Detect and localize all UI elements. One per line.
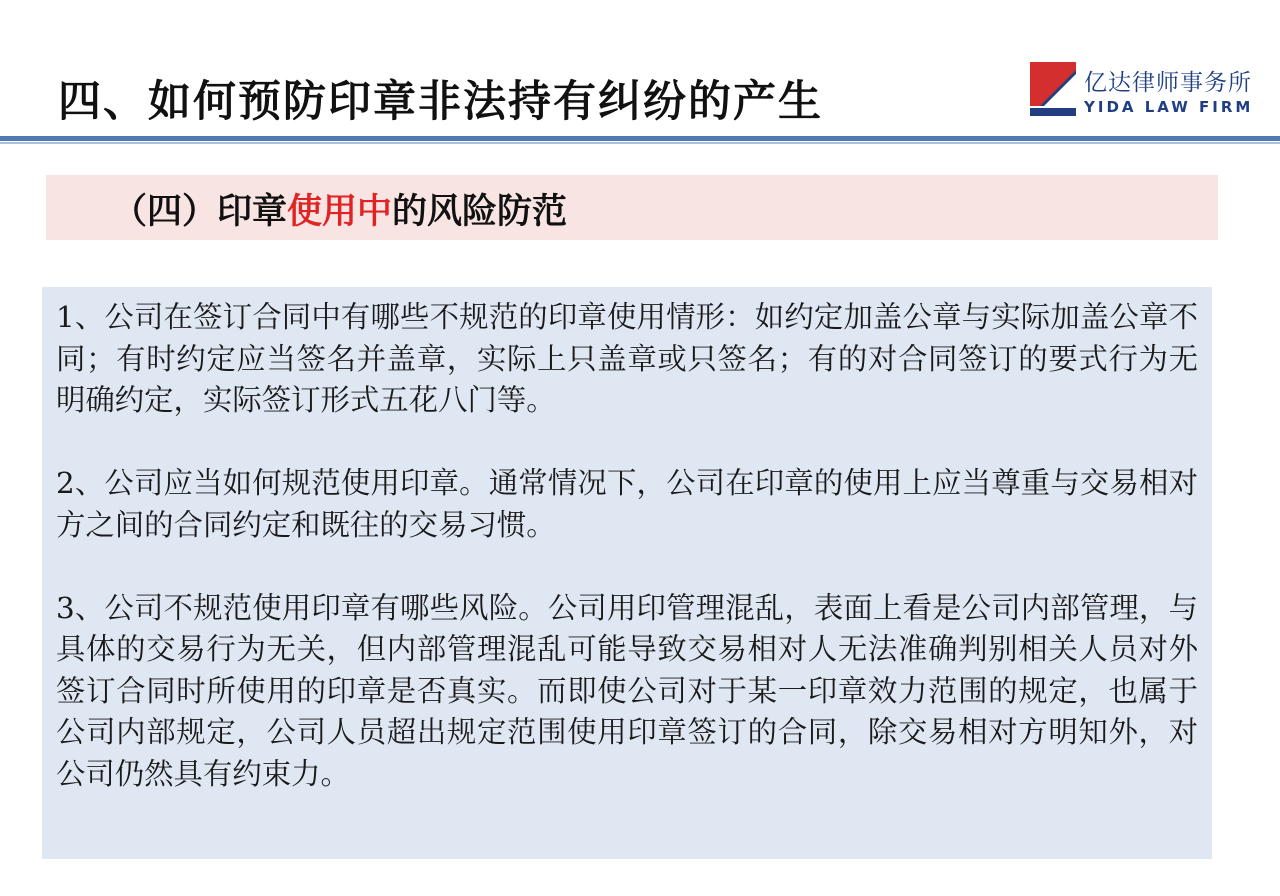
paragraph-3: 3、公司不规范使用印章有哪些风险。公司用印管理混乱，表面上看是公司内部管理，与具体的交易行为无关，但内部管理混乱可能导致交易相对人无法准确判别相关人员对外签订合同时所使用的印章是否真实。而即使公司对于某一印章效力范围的规定，也属于公司内部规定，公司人员超出规定范围使用印章签订的合同，除交易相对方明知外，对公司仍然具有约束力。 bbox=[56, 590, 1198, 791]
yida-logo-icon bbox=[1030, 62, 1076, 116]
section-heading bbox=[112, 184, 567, 234]
header-divider-thin bbox=[0, 142, 1280, 144]
section-heading-highlight: 使用中 bbox=[287, 192, 393, 232]
paragraph-2: 2、公司应当如何规范使用印章。通常情况下，公司在印章的使用上应当尊重与交易相对方之间的合同约定和既往的交易习惯。 bbox=[56, 466, 1198, 542]
section-heading-prefix: （四）印章 bbox=[112, 192, 288, 232]
content-box bbox=[42, 287, 1212, 859]
slide-title: 四、如何预防印章非法持有纠纷的产生 bbox=[58, 77, 823, 127]
paragraph-1: 1、公司在签订合同中有哪些不规范的印章使用情形：如约定加盖公章与实际加盖公章不同；有时约定应当签名并盖章，实际上只盖章或只签名；有的对合同签订的要式行为无明确约定，实际签订形式五花八门等。 bbox=[56, 300, 1198, 417]
logo-english-name: YIDA LAW FIRM bbox=[1084, 98, 1254, 116]
firm-logo bbox=[1030, 62, 1256, 122]
section-heading-suffix: 的风险防范 bbox=[392, 192, 568, 232]
header-divider bbox=[0, 136, 1280, 141]
logo-chinese-name: 亿达律师事务所 bbox=[1084, 70, 1252, 96]
